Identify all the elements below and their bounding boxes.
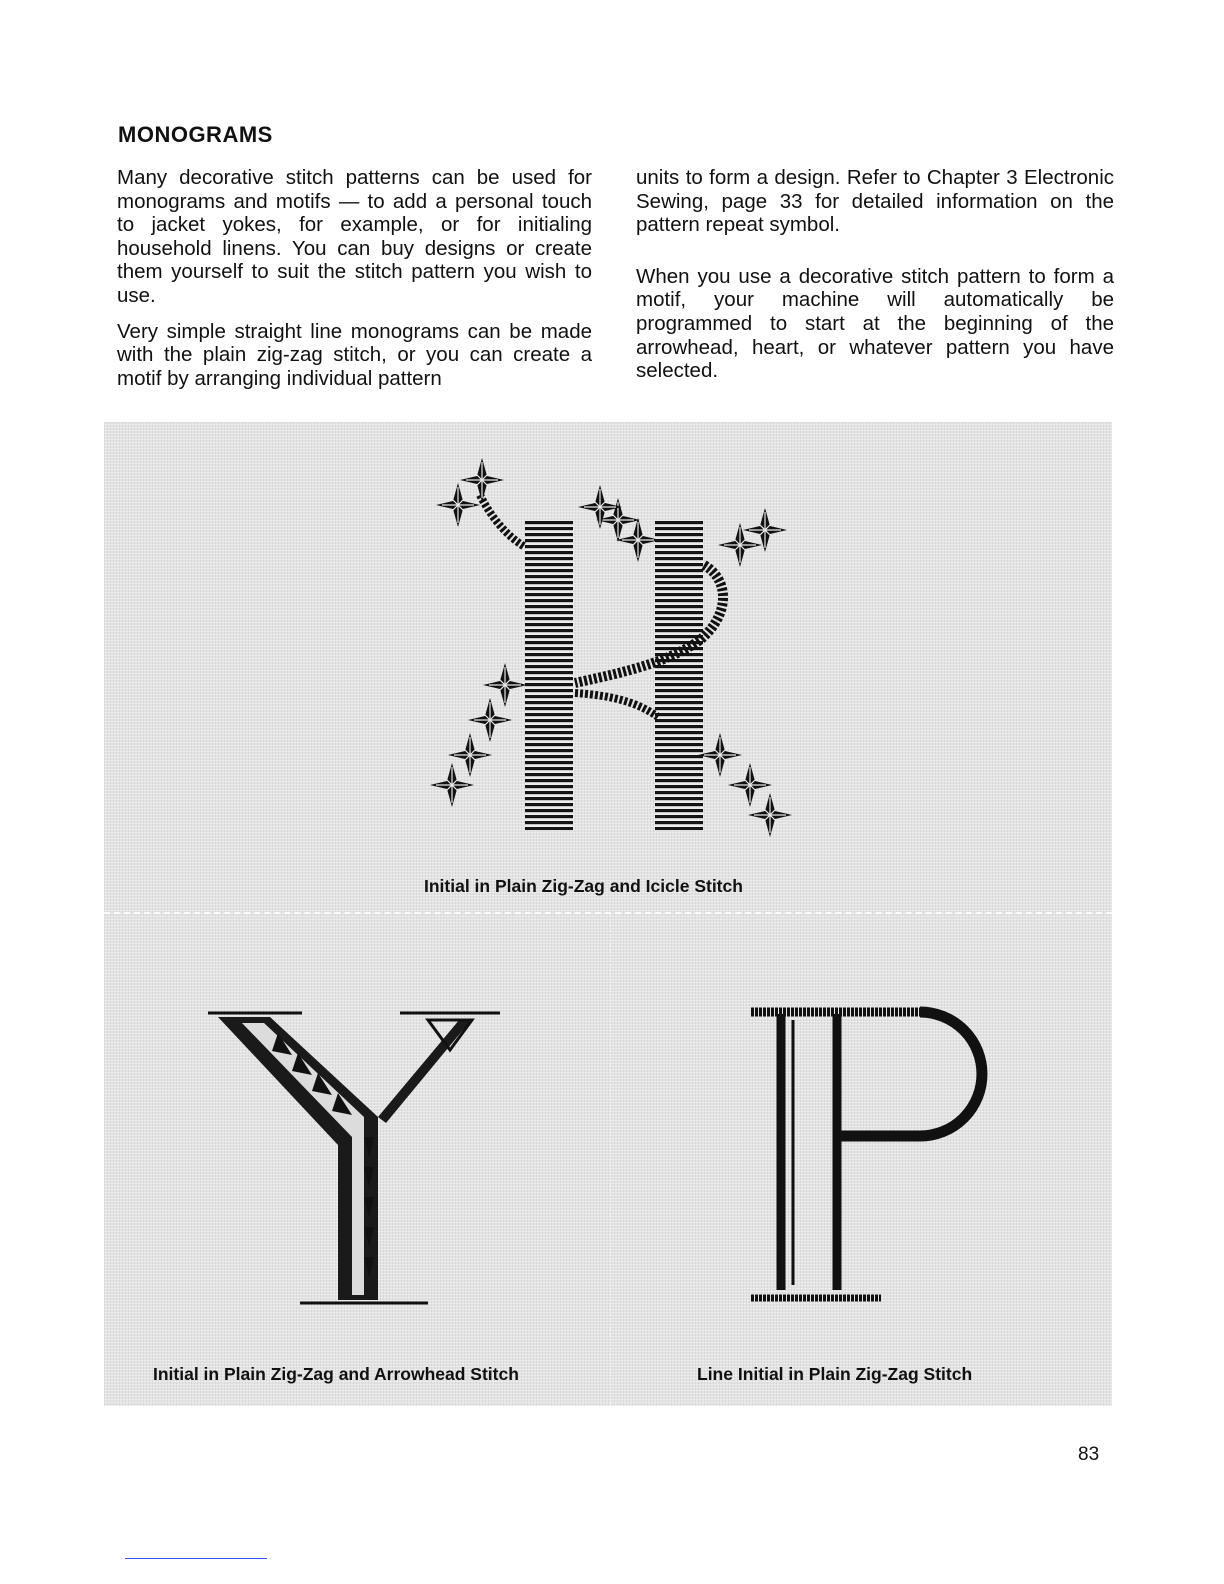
page-number: 83 (1078, 1444, 1100, 1465)
monogram-r-figure (430, 455, 800, 840)
paragraph: units to form a design. Refer to Chapter 3 Electronic Sewing, page 33 for detailed information on the pattern repeat symbol. (636, 166, 1114, 237)
footer-rule (125, 1558, 267, 1559)
photo-divider-horizontal (104, 912, 1112, 914)
page-heading: MONOGRAMS (118, 122, 273, 147)
figure-caption-p: Line Initial in Plain Zig-Zag Stitch (697, 1364, 973, 1384)
monogram-p-figure (745, 1000, 995, 1310)
left-column (117, 166, 592, 390)
figure-caption-r: Initial in Plain Zig-Zag and Icicle Stitch (424, 876, 743, 896)
monogram-y-figure (200, 1005, 510, 1305)
paragraph: When you use a decorative stitch pattern to form a motif, your machine will automatically be programmed to start at the beginning of the arrowhead, heart, or whatever pattern you have selected. (636, 264, 1114, 383)
figure-caption-y: Initial in Plain Zig-Zag and Arrowhead Stitch (153, 1364, 519, 1384)
photo-divider-vertical (610, 914, 611, 1406)
right-column (636, 166, 1114, 383)
paragraph: Very simple straight line monograms can be made with the plain zig-zag stitch, or you can create a motif by arranging individual pattern (117, 319, 592, 390)
paragraph: Many decorative stitch patterns can be used for monograms and motifs — to add a personal touch to jacket yokes, for example, or for initialing household linens. You can buy designs or create them yourself to suit the stitch pattern you wish to use. (117, 166, 592, 307)
